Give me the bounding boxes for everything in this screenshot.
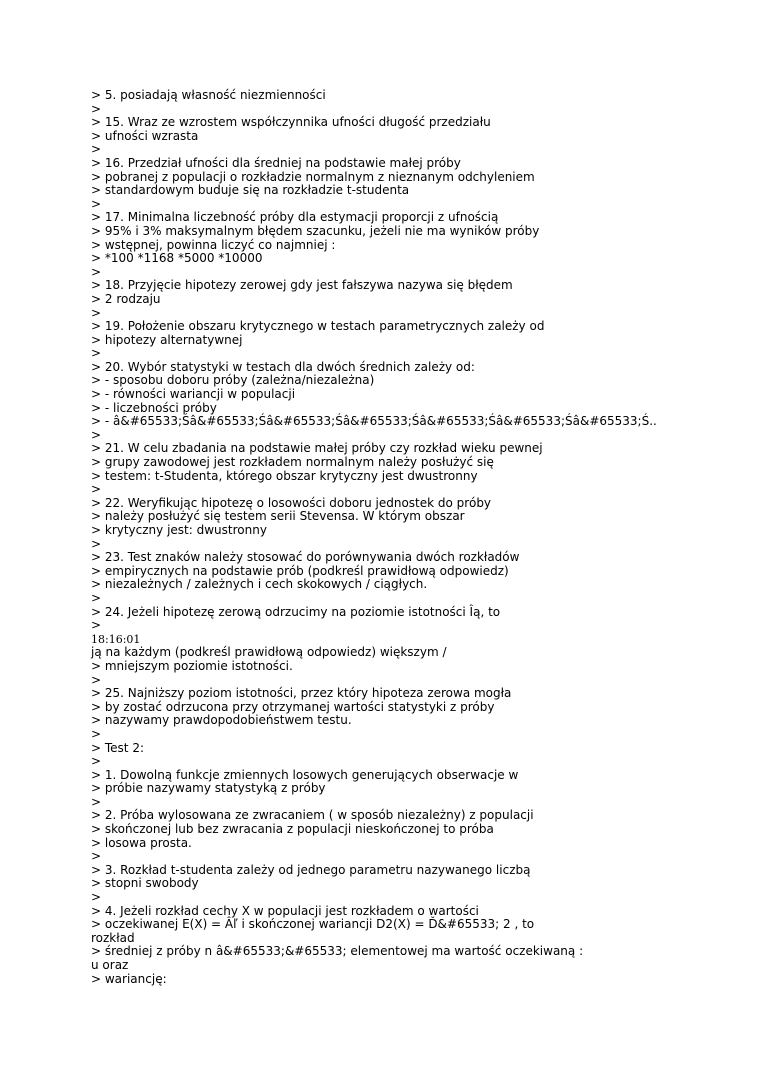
text-line: > pobranej z populacji o rozkładzie normalnym z nieznanym odchyleniem (91, 169, 535, 184)
text-line: > (91, 346, 102, 361)
text-line: > (91, 305, 102, 320)
text-line: > 20. Wybór statystyki w testach dla dwóch średnich zależy od: (91, 359, 475, 374)
text-line: > 2 rodzaju (91, 291, 161, 306)
text-line: > wariancję: (91, 971, 167, 986)
text-line: > próbie nazywamy statystyką z próby (91, 781, 326, 796)
text-line: > *100 *1168 *5000 *10000 (91, 251, 263, 266)
text-line: > 1. Dowolną funkcje zmiennych losowych generujących obserwacje w (91, 767, 519, 782)
text-line: > standardowym buduje się na rozkładzie t-studenta (91, 183, 410, 198)
text-line: > grupy zawodowej jest rozkładem normalnym należy posłużyć się (91, 455, 494, 470)
text-line: > (91, 264, 102, 279)
text-line: > (91, 726, 102, 741)
text-line: > - równości wariancji w populacji (91, 387, 296, 402)
text-line: > by zostać odrzucona przy otrzymanej wartości statystyki z próby (91, 699, 495, 714)
text-line: > hipotezy alternatywnej (91, 332, 243, 347)
text-line: > (91, 890, 102, 905)
text-line: > - liczebności próby (91, 400, 217, 415)
text-line: > testem: t-Studenta, którego obszar krytyczny jest dwustronny (91, 468, 478, 483)
text-line: > 19. Położenie obszaru krytycznego w testach parametrycznych zależy od (91, 319, 545, 334)
text-line: > losowa prosta. (91, 835, 192, 850)
text-line: > 18. Przyjęcie hipotezy zerowej gdy jest fałszywa nazywa się błędem (91, 278, 513, 293)
text-line: > (91, 754, 102, 769)
text-line: > 5. posiadają własność niezmienności (91, 88, 326, 102)
text-line: > stopni swobody (91, 876, 199, 891)
text-line: > empirycznych na podstawie prób (podkreśl prawidłową odpowiedz) (91, 563, 509, 578)
text-line: > 2. Próba wylosowana ze zwracaniem ( w sposób niezależny) z populacji (91, 808, 534, 823)
timestamp-line: 18:16:01 (91, 632, 141, 646)
text-line: > 23. Test znaków należy stosować do porównywania dwóch rozkładów (91, 550, 520, 565)
text-line: > (91, 794, 102, 809)
text-line: > 95% i 3% maksymalnym błędem szacunku, jeżeli nie ma wyników próby (91, 223, 540, 238)
text-line: > - â&#65533;Śâ&#65533;Śâ&#65533;Śâ&#65533;Śâ&#65533;Śâ&#65533;Śâ&#65533;Ś.. (91, 414, 657, 429)
text-line: > 24. Jeżeli hipotezę zerową odrzucimy na poziomie istotności Îą, to (91, 604, 501, 619)
text-line: > 16. Przedział ufności dla średniej na podstawie małej próby (91, 155, 461, 170)
text-line: > skończonej lub bez zwracania z populacji nieskończonej to próba (91, 822, 494, 837)
text-line: > Test 2: (91, 740, 144, 755)
text-line: > (91, 142, 102, 157)
text-line: > mniejszym poziomie istotności. (91, 658, 293, 673)
text-line: > wstępnej, powinna liczyć co najmniej : (91, 237, 336, 252)
text-line: > krytyczny jest: dwustronny (91, 523, 267, 537)
text-line: > 3. Rozkład t-studenta zależy od jednego parametru nazywanego liczbą (91, 862, 531, 877)
text-line: > (91, 536, 102, 551)
document-body (91, 89, 711, 986)
text-line: > - sposobu doboru próby (zależna/niezależna) (91, 373, 375, 388)
text-line: > 15. Wraz ze wzrostem współczynnika ufności długość przedziału (91, 115, 491, 130)
text-line: > (91, 101, 102, 116)
text-line: > 22. Weryfikując hipotezę o losowości doboru jednostek do próby (91, 495, 492, 510)
text-line: > 4. Jeżeli rozkład cechy X w populacji jest rozkładem o wartości (91, 903, 479, 918)
text-line: > ufności wzrasta (91, 128, 199, 143)
text-line: u oraz (91, 958, 129, 972)
text-line: rozkład (91, 930, 135, 945)
text-line: > (91, 672, 102, 687)
text-line: > (91, 618, 102, 633)
text-line: > należy posłużyć się testem serii Stevensa. W którym obszar (91, 509, 465, 524)
text-line: ją na każdym (podkreśl prawidłową odpowiedz) większym / (91, 645, 447, 660)
text-line: > (91, 196, 102, 211)
text-line: > oczekiwanej E(X) = Âľ i skończonej wariancji D2(X) = Ď&#65533; 2 , to (91, 917, 535, 932)
text-line: > (91, 427, 102, 442)
text-line: > (91, 590, 102, 605)
text-line: > 25. Najniższy poziom istotności, przez który hipoteza zerowa mogła (91, 686, 512, 701)
text-line: > (91, 849, 102, 864)
text-line: > 21. W celu zbadania na podstawie małej próby czy rozkład wieku pewnej (91, 441, 543, 456)
text-line: > średniej z próby n â&#65533;&#65533; elementowej ma wartość oczekiwaną : (91, 944, 584, 959)
text-line: > 17. Minimalna liczebność próby dla estymacji proporcji z ufnością (91, 210, 499, 225)
text-line: > niezależnych / zależnych i cech skokowych / ciągłych. (91, 577, 428, 592)
text-line: > nazywamy prawdopodobieństwem testu. (91, 713, 352, 728)
text-line: > (91, 482, 102, 497)
